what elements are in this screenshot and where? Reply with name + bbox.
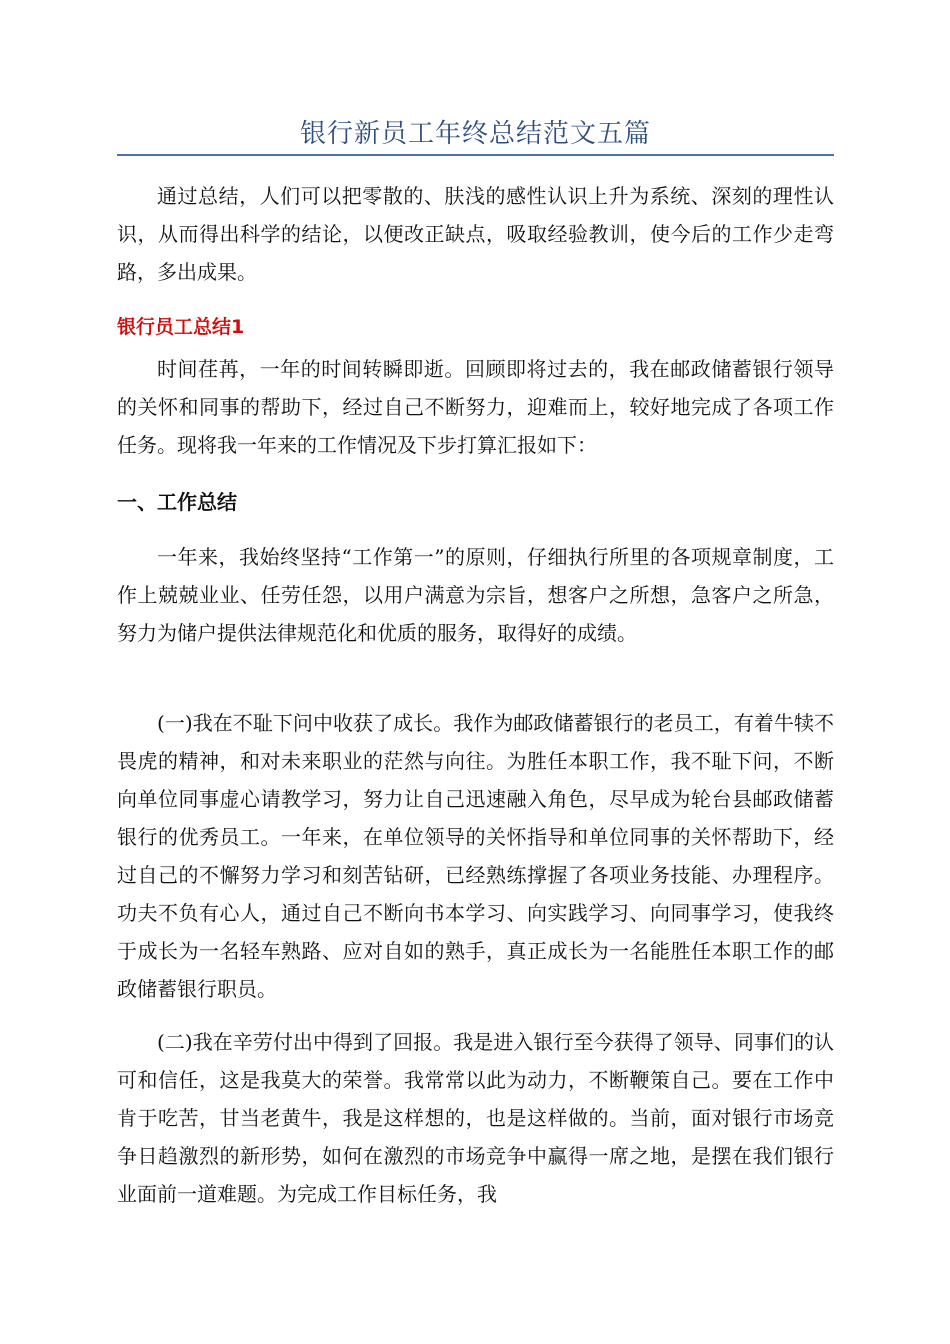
section-heading-1: 银行员工总结1 xyxy=(117,316,245,338)
document-title: 银行新员工年终总结范文五篇 xyxy=(299,119,651,149)
subheading-work-summary: 一、工作总结 xyxy=(117,490,237,514)
intro-paragraph: 通过总结，人们可以把零散的、肤浅的感性认识上升为系统、深刻的理性认识，从而得出科学的结论，以便改正缺点，吸取经验教训，使今后的工作少走弯路，多出成果。 xyxy=(117,184,834,284)
summary-paragraph: 一年来，我始终坚持“工作第一”的原则，仔细执行所里的各项规章制度，工作上兢兢业业、任劳任怨，以用户满意为宗旨，想客户之所想，急客户之所急，努力为储户提供法律规范化和优质的服务，取得好的成绩。 xyxy=(117,545,834,645)
reward-paragraph: (二)我在辛劳付出中得到了回报。我是进入银行至今获得了领导、同事们的认可和信任，这是我莫大的荣誉。我常常以此为动力，不断鞭策自己。要在工作中肯于吃苦，甘当老黄牛，我是这样想的，也是这样做的。当前，面对银行市场竞争日趋激烈的新形势，如何在激烈的市场竞争中赢得一席之地，是摆在我们银行业面前一道难题。为完成工作目标任务，我 xyxy=(117,1030,834,1206)
growth-paragraph: (一)我在不耻下问中收获了成长。我作为邮政储蓄银行的老员工，有着牛犊不畏虎的精神，和对未来职业的茫然与向往。为胜任本职工作，我不耻下问，不断向单位同事虚心请教学习，努力让自己迅速融入角色，尽早成为轮台县邮政储蓄银行的优秀员工。一年来，在单位领导的关怀指导和单位同事的关怀帮助下，经过自己的不懈努力学习和刻苦钻研，已经熟练撑握了各项业务技能、办理程序。功夫不负有心人，通过自己不断向书本学习、向实践学习、向同事学习，使我终于成长为一名轻车熟路、应对自如的熟手，真正成长为一名能胜任本职工作的邮政储蓄银行职员。 xyxy=(117,711,834,1001)
title-underline xyxy=(117,154,834,156)
section1-paragraph: 时间荏苒，一年的时间转瞬即逝。回顾即将过去的，我在邮政储蓄银行领导的关怀和同事的帮助下，经过自己不断努力，迎难而上，较好地完成了各项工作任务。现将我一年来的工作情况及下步打算汇报如下： xyxy=(117,357,834,457)
